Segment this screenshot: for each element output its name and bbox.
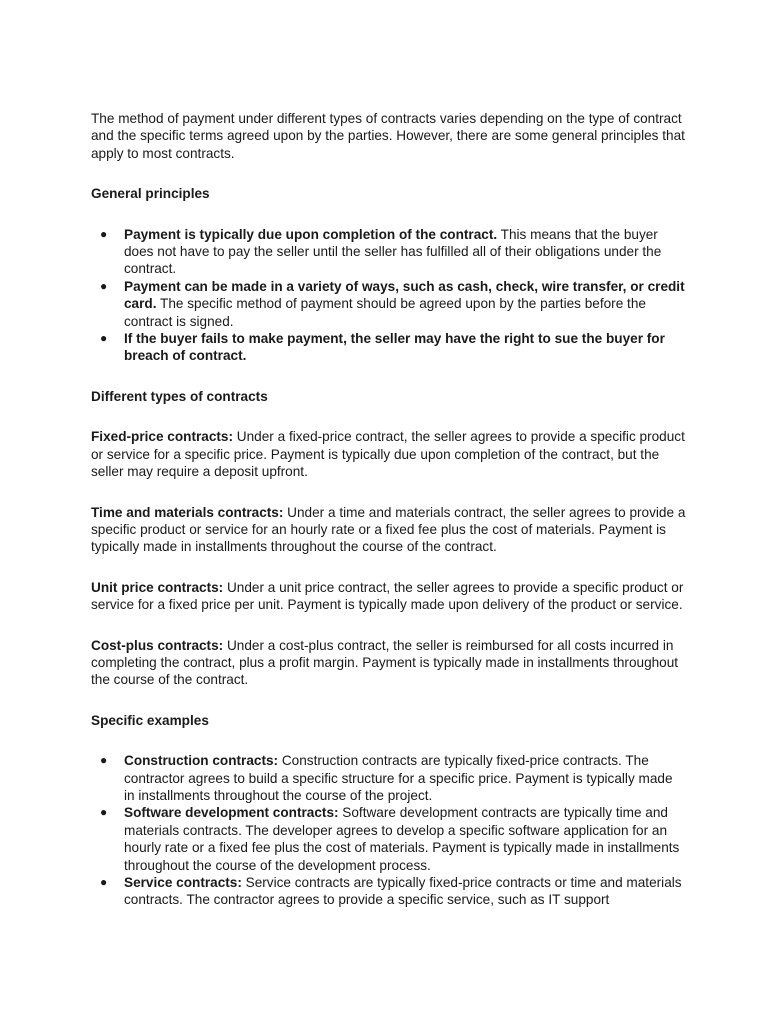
paragraph-text: Under a time and materials contract, the seller agrees to provide a specific product or service for an hourly rate or a fixed fee plus the cost of materials. Payment is typically made in installments throughout the course of the contract. [91, 504, 686, 555]
list-item-text: Construction contracts are typically fixed-price contracts. The contractor agrees to build a specific structure for a specific price. Payment is typically made in installments throughout the course of the project. [124, 753, 673, 803]
list-item [91, 226, 686, 278]
list-item-bold: Payment can be made in a variety of ways, such as cash, check, wire transfer, or credit card. [124, 278, 685, 312]
bullet-icon: ● [100, 875, 108, 889]
list-item-text: This means that the buyer does not have to pay the seller until the seller has fulfilled all of their obligations under the contract. [124, 226, 662, 277]
paragraph-text: Under a unit price contract, the seller agrees to provide a specific product or service for a fixed price per unit. Payment is typically made upon delivery of the product or service. [91, 579, 684, 613]
paragraph-cost-plus [91, 637, 686, 689]
list-item [91, 752, 686, 804]
list-item-bold: Construction contracts: [124, 753, 279, 769]
list-item-text: The specific method of payment should be agreed upon by the parties before the contract is signed. [124, 296, 646, 329]
heading-specific-examples: Specific examples [91, 712, 209, 728]
list-item-text: Service contracts are typically fixed-price contracts or time and materials contracts. The contractor agrees to provide a specific service, such as IT support [124, 875, 682, 908]
list-item-bold: Service contracts: [124, 875, 242, 890]
paragraph-time-materials [91, 504, 686, 556]
paragraph-bold: Time and materials contracts: [91, 504, 284, 520]
paragraph-text: Under a cost-plus contract, the seller is reimbursed for all costs incurred in completing the contract, plus a profit margin. Payment is typically made in installments throughout the course of the contract. [91, 637, 679, 688]
list-item [91, 330, 686, 365]
paragraph-bold: Fixed-price contracts: [91, 429, 234, 445]
paragraph-unit-price [91, 579, 686, 614]
list-item [91, 278, 686, 330]
heading-different-types: Different types of contracts [91, 388, 268, 404]
bullet-icon: ● [100, 753, 108, 768]
general-principles-list [91, 226, 686, 365]
list-item [91, 804, 686, 874]
bullet-icon: ● [100, 278, 108, 293]
list-item-bold: If the buyer fails to make payment, the seller may have the right to sue the buyer for breach of contract. [124, 331, 665, 364]
bullet-icon: ● [100, 805, 108, 820]
specific-examples-list [91, 752, 686, 909]
list-item-bold: Payment is typically due upon completion of the contract. [124, 226, 498, 242]
list-item-text: Software development contracts are typically time and materials contracts. The developer agrees to develop a specific software application for an hourly rate or a fixed fee plus the cost of materials. Payment is typically made in installments throughout the course of the development process. [124, 805, 680, 873]
bullet-icon: ● [100, 226, 108, 241]
heading-general-principles: General principles [91, 186, 210, 202]
paragraph-text: Under a fixed-price contract, the seller agrees to provide a specific product or service for a specific price. Payment is typically due upon completion of the contract, but the seller may require a deposit upfront. [91, 429, 685, 480]
document-page [91, 110, 686, 932]
intro-paragraph: The method of payment under different types of contracts varies depending on the type of contract and the specific terms agreed upon by the parties. However, there are some general principles that apply to most contracts. [91, 111, 685, 161]
list-item-bold: Software development contracts: [124, 805, 339, 821]
list-item [91, 874, 686, 909]
paragraph-fixed-price [91, 428, 686, 480]
paragraph-bold: Cost-plus contracts: [91, 637, 224, 653]
paragraph-bold: Unit price contracts: [91, 579, 224, 595]
bullet-icon: ● [100, 331, 108, 346]
